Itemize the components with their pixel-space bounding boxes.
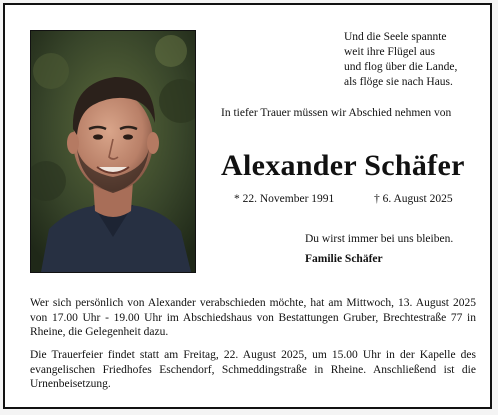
death-date: † 6. August 2025 <box>374 193 453 205</box>
family-signature: Familie Schäfer <box>305 253 383 265</box>
poem-line: weit ihre Flügel aus <box>344 46 436 58</box>
poem-line: als flöge sie nach Haus. <box>344 76 453 88</box>
portrait-photo <box>30 30 196 273</box>
poem-line: Und die Seele spannte <box>344 31 447 43</box>
funeral-paragraph: Die Trauerfeier findet statt am Freitag, 22. August 2025, um 15.00 Uhr in der Kapelle des evangelischen Friedhofes Eschendorf, Schmeddingstraße in Rheine. Anschließend ist die Urnenbeisetzung. <box>30 349 476 391</box>
life-dates <box>234 192 453 207</box>
poem <box>344 30 457 90</box>
deceased-name: Alexander Schäfer <box>221 149 465 182</box>
visitation-paragraph: Wer sich persönlich von Alexander verabschieden möchte, hat am Mittwoch, 13. August 2025 von 17.00 Uhr - 19.00 Uhr im Abschiedshaus von Bestattungen Gruber, Brechtestraße 77 in Rheine, die Gelegenheit dazu. <box>30 297 476 339</box>
birth-date: * 22. November 1991 <box>234 193 335 205</box>
farewell-quote: Du wirst immer bei uns bleiben. <box>305 233 454 245</box>
poem-line: und flog über die Lande, <box>344 61 458 73</box>
mourning-intro: In tiefer Trauer müssen wir Abschied nehmen von <box>221 107 452 119</box>
portrait-photo-illustration <box>31 31 195 272</box>
obituary-card <box>3 3 492 409</box>
